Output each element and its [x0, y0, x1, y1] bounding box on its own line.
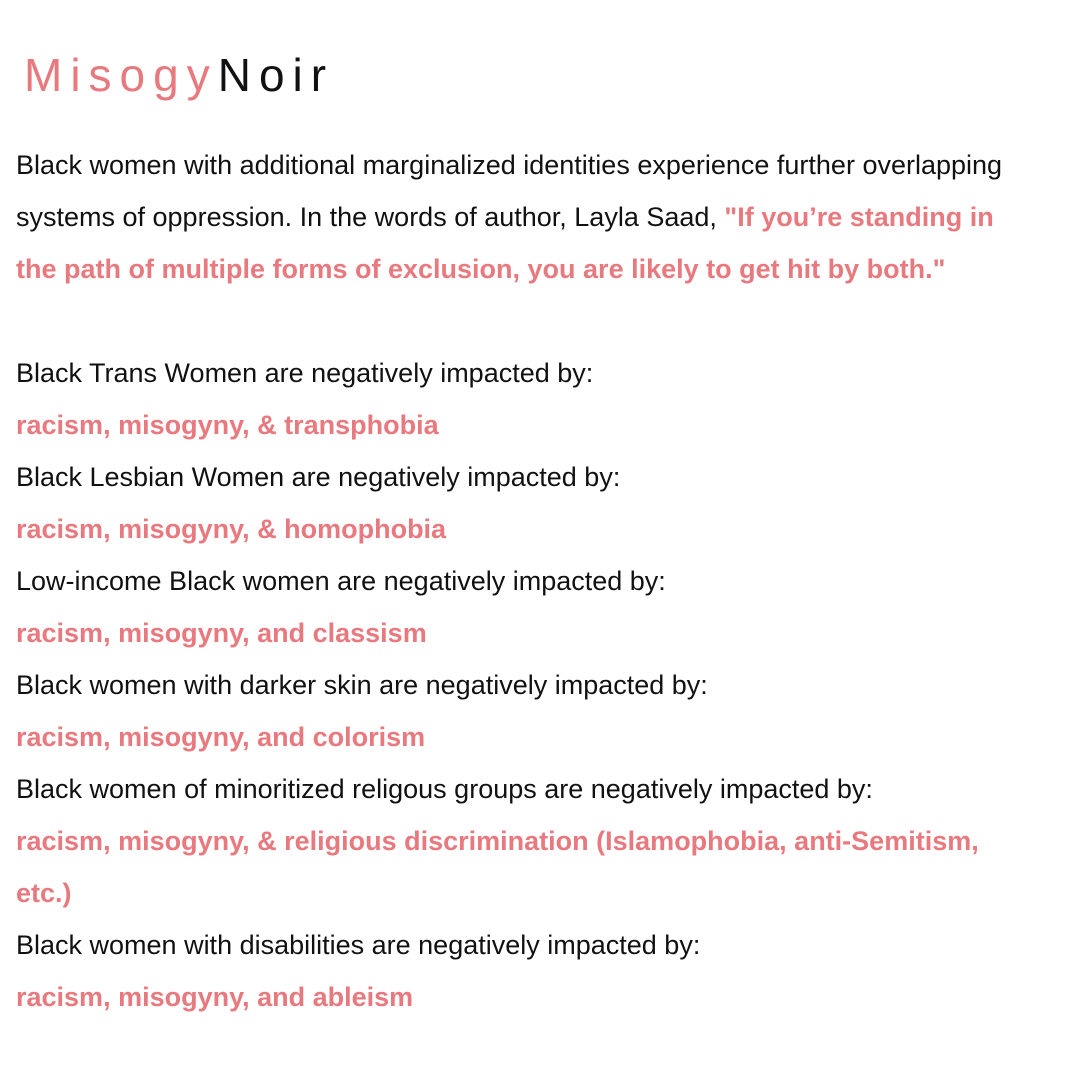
- group-impacts-low-income: racism, misogyny, and classism: [16, 618, 427, 648]
- page-title: [24, 49, 335, 101]
- group-impacts-trans: racism, misogyny, & transphobia: [16, 410, 439, 440]
- group-impacts-religious: racism, misogyny, & religious discrimination (Islamophobia, anti-Semitism,: [16, 826, 979, 856]
- section-spacer: [16, 295, 1076, 347]
- intro-line-2-text: systems of oppression. In the words of author, Layla Saad,: [16, 202, 725, 232]
- group-label-low-income: Low-income Black women are negatively impacted by:: [16, 566, 666, 596]
- group-label-trans: Black Trans Women are negatively impacted by:: [16, 358, 594, 388]
- group-impacts-lesbian: racism, misogyny, & homophobia: [16, 514, 447, 544]
- group-label-religious: Black women of minoritized religous groups are negatively impacted by:: [16, 774, 873, 804]
- group-label-disabilities: Black women with disabilities are negatively impacted by:: [16, 930, 701, 960]
- content-body: [16, 139, 1076, 1023]
- title-misogy: Misogy: [24, 49, 218, 101]
- title-noir: Noir: [217, 49, 335, 101]
- intro-quote-end: the path of multiple forms of exclusion, you are likely to get hit by both.": [16, 254, 946, 284]
- intro-quote-start: "If you’re standing in: [724, 202, 994, 232]
- group-impacts-religious-cont: etc.): [16, 878, 72, 908]
- group-impacts-darker-skin: racism, misogyny, and colorism: [16, 722, 426, 752]
- intro-line-2: [16, 191, 1076, 243]
- group-label-lesbian: Black Lesbian Women are negatively impacted by:: [16, 462, 621, 492]
- intro-line-1: Black women with additional marginalized identities experience further overlapping: [16, 150, 1003, 180]
- group-label-darker-skin: Black women with darker skin are negatively impacted by:: [16, 670, 708, 700]
- group-impacts-disabilities: racism, misogyny, and ableism: [16, 982, 414, 1012]
